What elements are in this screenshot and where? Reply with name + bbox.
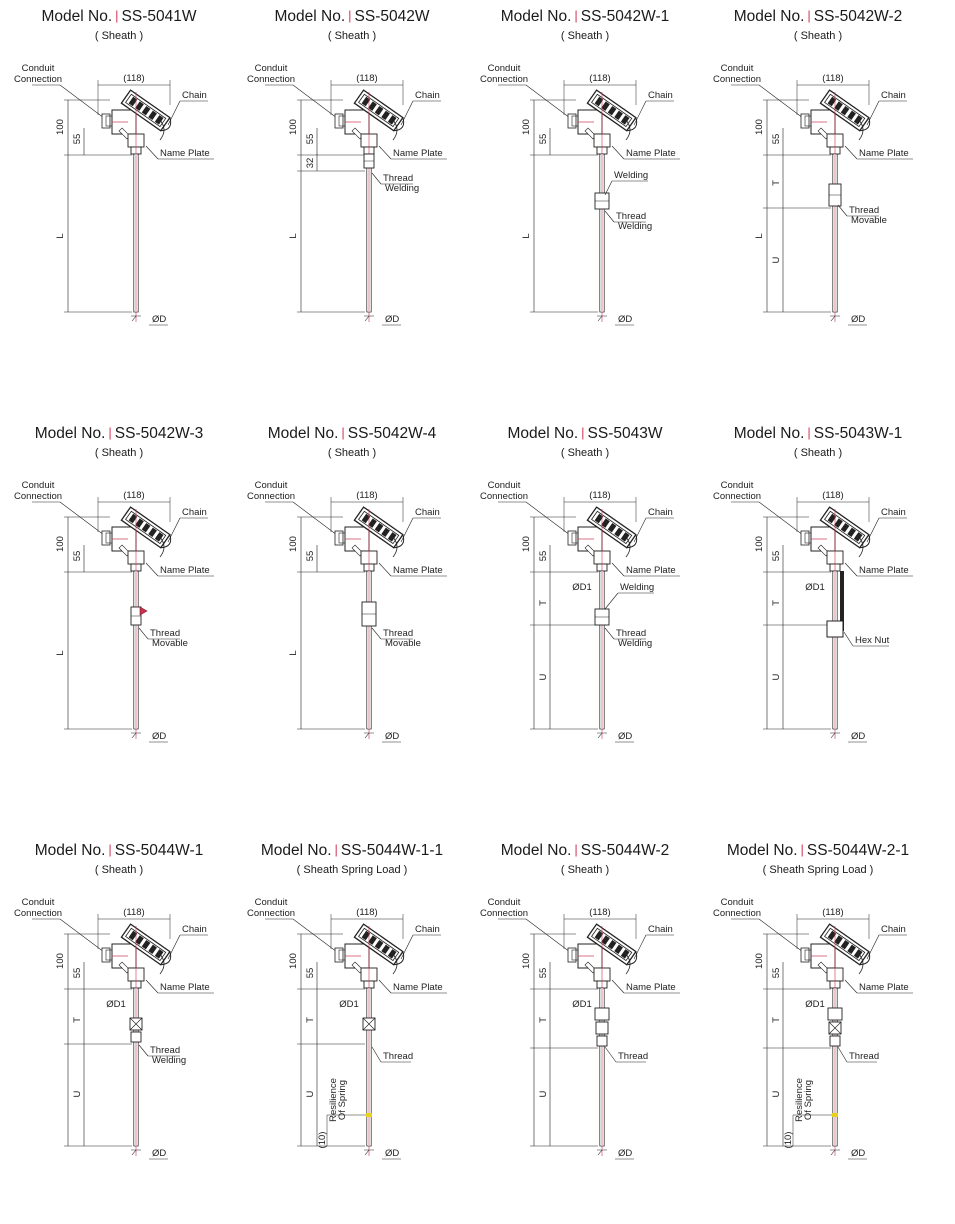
- dimension-line: [365, 733, 369, 738]
- dimension-line: [372, 1047, 381, 1062]
- model-subtitle: ( Sheath Spring Load ): [296, 864, 408, 876]
- thermocouple-drawing: [0, 0, 238, 390]
- thermocouple-drawing: [699, 0, 937, 390]
- spring-label: Resilience: [794, 1078, 805, 1122]
- callout-label: Welding: [152, 1055, 187, 1066]
- conduit-label: Conduit: [720, 480, 754, 491]
- diameter-label: ØD: [152, 731, 167, 742]
- model-number: SS-5042W-1: [580, 8, 670, 25]
- thermocouple-drawing: [466, 834, 704, 1224]
- model-number: SS-5044W-2: [580, 842, 670, 859]
- width-dimension: (118): [822, 73, 844, 84]
- leader-line: [293, 85, 337, 118]
- dimension-line: [365, 316, 369, 321]
- leader-line: [146, 146, 158, 159]
- dimension-U: U: [771, 256, 782, 264]
- terminal-head: [102, 507, 174, 557]
- dimension-55: 55: [538, 550, 549, 562]
- name-plate-label: Name Plate: [393, 565, 443, 576]
- callout-label: Thread: [383, 173, 414, 184]
- name-plate-label: Name Plate: [859, 982, 909, 993]
- leader-line: [379, 980, 391, 993]
- terminal-head: [335, 507, 407, 557]
- model-prefix: Model No.: [41, 8, 113, 25]
- conduit-label: Connection: [712, 908, 762, 919]
- conduit-label: Conduit: [21, 63, 55, 74]
- model-card: [466, 417, 704, 807]
- dimension-T: T: [771, 1017, 782, 1023]
- model-subtitle: ( Sheath ): [793, 447, 843, 459]
- leader-line: [146, 563, 158, 576]
- title-separator: |: [348, 8, 352, 23]
- dimension-32: 32: [305, 157, 316, 169]
- dimension-100: 100: [521, 119, 532, 135]
- dimension-L: L: [521, 233, 532, 239]
- dimension-line: [844, 632, 853, 646]
- dimension-55: 55: [538, 967, 549, 979]
- terminal-head: [801, 924, 873, 974]
- dimension-line: [605, 1047, 616, 1062]
- leader-line: [526, 502, 570, 535]
- diameter1-label: ØD1: [572, 582, 592, 593]
- title-separator: |: [574, 842, 578, 857]
- model-prefix: Model No.: [733, 8, 805, 25]
- callout-label: Welding: [614, 170, 649, 181]
- terminal-head: [335, 924, 407, 974]
- dimension-T: T: [538, 600, 549, 606]
- dimension-U: U: [305, 1090, 316, 1098]
- conduit-label: Connection: [13, 74, 63, 85]
- dimension-100: 100: [754, 536, 765, 552]
- diameter1-label: ØD1: [572, 999, 592, 1010]
- leader-line: [60, 919, 104, 952]
- diameter-label: ØD: [385, 731, 400, 742]
- drawing-group: [247, 897, 447, 1159]
- thermocouple-drawing: [699, 834, 937, 1224]
- dimension-55: 55: [72, 133, 83, 145]
- leader-line: [379, 146, 391, 159]
- diameter-label: ØD: [618, 314, 633, 325]
- diameter-label: ØD: [385, 1148, 400, 1159]
- name-plate-label: Name Plate: [859, 148, 909, 159]
- leader-line: [612, 146, 624, 159]
- dimension-L: L: [288, 233, 299, 239]
- model-card: [233, 0, 471, 390]
- model-prefix: Model No.: [34, 425, 106, 442]
- model-subtitle: ( Sheath ): [94, 864, 144, 876]
- thread-label: Thread: [383, 1051, 414, 1062]
- title-separator: |: [108, 842, 112, 857]
- leader-line: [838, 205, 847, 216]
- diameter-label: ØD: [851, 731, 866, 742]
- dimension-L: L: [55, 233, 66, 239]
- dimension-T: T: [72, 1017, 83, 1023]
- terminal-head: [801, 90, 873, 140]
- model-prefix: Model No.: [507, 425, 579, 442]
- callout-label: Movable: [851, 215, 887, 226]
- model-card: [0, 417, 238, 807]
- title-separator: |: [115, 8, 119, 23]
- dimension-line: [831, 316, 835, 321]
- dimension-line: [831, 1150, 835, 1155]
- leader-line: [845, 980, 857, 993]
- dimension-U: U: [771, 673, 782, 681]
- name-plate-label: Name Plate: [626, 982, 676, 993]
- model-number: SS-5042W-3: [114, 425, 204, 442]
- diameter-label: ØD: [851, 314, 866, 325]
- callout-label: Thread: [150, 628, 181, 639]
- model-number: SS-5044W-1-1: [340, 842, 444, 859]
- drawing-group: [14, 63, 214, 325]
- title-separator: |: [574, 8, 578, 23]
- dimension-100: 100: [288, 953, 299, 969]
- drawing-group: [713, 480, 913, 742]
- conduit-label: Connection: [13, 908, 63, 919]
- leader-line: [845, 146, 857, 159]
- callout-label: Welding: [618, 638, 653, 649]
- spring-label: Of Spring: [803, 1079, 814, 1121]
- name-plate-label: Name Plate: [160, 982, 210, 993]
- leader-line: [60, 502, 104, 535]
- dimension-100: 100: [754, 119, 765, 135]
- width-dimension: (118): [123, 73, 145, 84]
- chain-label: Chain: [881, 90, 906, 101]
- hex-nut-label: Hex Nut: [855, 635, 890, 646]
- dimension-100: 100: [55, 536, 66, 552]
- leader-line: [612, 980, 624, 993]
- drawing-group: [480, 480, 680, 742]
- terminal-head: [801, 507, 873, 557]
- leader-line: [526, 919, 570, 952]
- leader-line: [379, 563, 391, 576]
- name-plate-label: Name Plate: [626, 565, 676, 576]
- spring-marker: [366, 1113, 372, 1117]
- width-dimension: (118): [356, 907, 378, 918]
- thread-label: Thread: [849, 1051, 880, 1062]
- thermocouple-drawing: [233, 0, 471, 390]
- model-card: [0, 0, 238, 390]
- width-dimension: (118): [589, 907, 611, 918]
- title-separator: |: [108, 425, 112, 440]
- conduit-label: Conduit: [487, 63, 521, 74]
- drawing-group: [713, 63, 913, 325]
- leader-line: [759, 85, 803, 118]
- dimension-100: 100: [55, 119, 66, 135]
- dimension-100: 100: [55, 953, 66, 969]
- flag-marker: [140, 607, 147, 615]
- dimension-L: L: [288, 650, 299, 656]
- dimension-line: [598, 1150, 602, 1155]
- conduit-label: Connection: [479, 74, 529, 85]
- model-subtitle: ( Sheath ): [327, 30, 377, 42]
- dimension-U: U: [72, 1090, 83, 1098]
- model-subtitle: ( Sheath ): [560, 447, 610, 459]
- chain-label: Chain: [648, 90, 673, 101]
- drawing-group: [713, 897, 913, 1159]
- model-subtitle: ( Sheath ): [327, 447, 377, 459]
- conduit-label: Connection: [712, 74, 762, 85]
- model-prefix: Model No.: [733, 425, 805, 442]
- leader-line: [60, 85, 104, 118]
- model-subtitle: ( Sheath ): [560, 864, 610, 876]
- conduit-label: Conduit: [487, 897, 521, 908]
- spring-label: Of Spring: [337, 1079, 348, 1121]
- model-prefix: Model No.: [267, 425, 339, 442]
- dimension-U: U: [538, 673, 549, 681]
- chain-label: Chain: [182, 90, 207, 101]
- diameter-label: ØD: [152, 314, 167, 325]
- model-subtitle: ( Sheath ): [560, 30, 610, 42]
- dimension-55: 55: [305, 550, 316, 562]
- model-subtitle: ( Sheath Spring Load ): [762, 864, 874, 876]
- model-card: [466, 834, 704, 1224]
- dimension-L: L: [754, 233, 765, 239]
- diameter-label: ØD: [385, 314, 400, 325]
- diameter1-label: ØD1: [339, 999, 359, 1010]
- conduit-label: Conduit: [487, 480, 521, 491]
- name-plate-label: Name Plate: [160, 148, 210, 159]
- name-plate-label: Name Plate: [393, 982, 443, 993]
- conduit-label: Conduit: [21, 897, 55, 908]
- leader-line: [526, 85, 570, 118]
- callout-label: Welding: [385, 183, 420, 194]
- model-card: [233, 417, 471, 807]
- callout-label: Movable: [152, 638, 188, 649]
- model-prefix: Model No.: [500, 842, 572, 859]
- dimension-line: [831, 733, 835, 738]
- model-card: [233, 834, 471, 1224]
- callout-label: Thread: [383, 628, 414, 639]
- chain-label: Chain: [182, 924, 207, 935]
- hex-nut: [827, 621, 843, 637]
- dimension-T: T: [538, 1017, 549, 1023]
- conduit-label: Conduit: [720, 897, 754, 908]
- spring-label: Resilience: [328, 1078, 339, 1122]
- thermocouple-drawing: [0, 417, 238, 807]
- dimension-T: T: [305, 1017, 316, 1023]
- width-dimension: (118): [822, 490, 844, 501]
- chain-label: Chain: [648, 507, 673, 518]
- thermocouple-drawing: [233, 417, 471, 807]
- model-number: SS-5041W: [121, 8, 197, 25]
- terminal-head: [102, 924, 174, 974]
- title-separator: |: [807, 8, 811, 23]
- width-dimension: (118): [589, 73, 611, 84]
- drawing-group: [247, 63, 447, 325]
- title-separator: |: [581, 425, 585, 440]
- model-subtitle: ( Sheath ): [94, 447, 144, 459]
- leader-line: [612, 563, 624, 576]
- conduit-label: Connection: [246, 491, 296, 502]
- dimension-55: 55: [305, 133, 316, 145]
- leader-line: [293, 919, 337, 952]
- dimension-100: 100: [521, 536, 532, 552]
- diameter1-label: ØD1: [805, 582, 825, 593]
- thermocouple-drawing: [466, 0, 704, 390]
- conduit-label: Connection: [246, 908, 296, 919]
- leader-line: [605, 211, 614, 222]
- leader-line: [139, 1045, 148, 1056]
- dimension-line: [598, 733, 602, 738]
- title-separator: |: [807, 425, 811, 440]
- model-prefix: Model No.: [500, 8, 572, 25]
- diameter-label: ØD: [851, 1148, 866, 1159]
- dimension-L: L: [55, 650, 66, 656]
- model-prefix: Model No.: [726, 842, 798, 859]
- dimension-55: 55: [305, 967, 316, 979]
- name-plate-label: Name Plate: [626, 148, 676, 159]
- terminal-head: [568, 507, 640, 557]
- diameter-label: ØD: [618, 731, 633, 742]
- terminal-head: [568, 924, 640, 974]
- model-prefix: Model No.: [274, 8, 346, 25]
- chain-label: Chain: [415, 507, 440, 518]
- diameter-label: ØD: [152, 1148, 167, 1159]
- terminal-head: [568, 90, 640, 140]
- dimension-line: [605, 593, 618, 609]
- drawing-group: [14, 480, 214, 742]
- callout-label: Thread: [150, 1045, 181, 1056]
- model-prefix: Model No.: [260, 842, 332, 859]
- dimension-55: 55: [771, 967, 782, 979]
- dimension-55: 55: [72, 967, 83, 979]
- dimension-line: [838, 1047, 847, 1062]
- dimension-line: [365, 1150, 369, 1155]
- conduit-label: Conduit: [720, 63, 754, 74]
- name-plate-label: Name Plate: [393, 148, 443, 159]
- leader-line: [759, 502, 803, 535]
- name-plate-label: Name Plate: [160, 565, 210, 576]
- spring-dimension: (10): [317, 1131, 328, 1149]
- dimension-55: 55: [771, 133, 782, 145]
- callout-label: Thread: [616, 211, 647, 222]
- leader-line: [372, 628, 381, 639]
- leader-line: [146, 980, 158, 993]
- dimension-100: 100: [521, 953, 532, 969]
- model-number: SS-5043W-1: [813, 425, 903, 442]
- callout-label: Welding: [620, 582, 655, 593]
- leader-line: [845, 563, 857, 576]
- diameter1-label: ØD1: [106, 999, 126, 1010]
- leader-line: [293, 502, 337, 535]
- thermocouple-drawing: [466, 417, 704, 807]
- title-separator: |: [800, 842, 804, 857]
- callout-label: Movable: [385, 638, 421, 649]
- callout-label: Welding: [618, 221, 653, 232]
- width-dimension: (118): [589, 490, 611, 501]
- leader-line: [372, 173, 381, 184]
- chain-label: Chain: [881, 924, 906, 935]
- width-dimension: (118): [356, 490, 378, 501]
- model-subtitle: ( Sheath ): [94, 30, 144, 42]
- model-number: SS-5044W-2-1: [806, 842, 910, 859]
- model-number: SS-5042W-2: [813, 8, 903, 25]
- model-card: [0, 834, 238, 1224]
- conduit-label: Conduit: [254, 480, 288, 491]
- conduit-label: Connection: [479, 908, 529, 919]
- model-card: [699, 834, 937, 1224]
- dimension-line: [132, 1150, 136, 1155]
- chain-label: Chain: [415, 924, 440, 935]
- dimension-100: 100: [288, 119, 299, 135]
- model-subtitle: ( Sheath ): [793, 30, 843, 42]
- callout-label: Thread: [849, 205, 880, 216]
- title-separator: |: [341, 425, 345, 440]
- dimension-line: [598, 316, 602, 321]
- spring-dimension: (10): [783, 1131, 794, 1149]
- thread-label: Thread: [618, 1051, 649, 1062]
- thermocouple-drawing: [699, 417, 937, 807]
- chain-label: Chain: [415, 90, 440, 101]
- terminal-head: [335, 90, 407, 140]
- diameter1-label: ØD1: [805, 999, 825, 1010]
- model-number: SS-5043W: [587, 425, 663, 442]
- model-prefix: Model No.: [34, 842, 106, 859]
- spring-marker: [832, 1113, 838, 1117]
- thermocouple-drawing: [233, 834, 471, 1224]
- dimension-55: 55: [771, 550, 782, 562]
- dimension-100: 100: [288, 536, 299, 552]
- chain-label: Chain: [881, 507, 906, 518]
- model-number: SS-5044W-1: [114, 842, 204, 859]
- chain-label: Chain: [648, 924, 673, 935]
- callout-label: Thread: [616, 628, 647, 639]
- model-card: [699, 0, 937, 390]
- conduit-label: Conduit: [254, 63, 288, 74]
- dimension-55: 55: [538, 133, 549, 145]
- leader-line: [759, 919, 803, 952]
- width-dimension: (118): [822, 907, 844, 918]
- model-number: SS-5042W: [354, 8, 430, 25]
- title-separator: |: [334, 842, 338, 857]
- diameter-label: ØD: [618, 1148, 633, 1159]
- name-plate-label: Name Plate: [859, 565, 909, 576]
- chain-label: Chain: [182, 507, 207, 518]
- dimension-U: U: [538, 1090, 549, 1098]
- dimension-line: [132, 316, 136, 321]
- conduit-label: Connection: [479, 491, 529, 502]
- dimension-line: [132, 733, 136, 738]
- conduit-label: Connection: [712, 491, 762, 502]
- leader-line: [139, 628, 148, 639]
- conduit-label: Conduit: [21, 480, 55, 491]
- dimension-U: U: [771, 1090, 782, 1098]
- dimension-100: 100: [754, 953, 765, 969]
- terminal-head: [102, 90, 174, 140]
- thermocouple-drawing: [0, 834, 238, 1224]
- dimension-T: T: [771, 600, 782, 606]
- conduit-label: Conduit: [254, 897, 288, 908]
- drawing-group: [247, 480, 447, 742]
- model-card: [699, 417, 937, 807]
- drawing-group: [480, 897, 680, 1159]
- drawing-group: [14, 897, 214, 1159]
- leader-line: [605, 628, 614, 639]
- conduit-label: Connection: [13, 491, 63, 502]
- dimension-55: 55: [72, 550, 83, 562]
- dimension-T: T: [771, 180, 782, 186]
- width-dimension: (118): [123, 907, 145, 918]
- model-card: [466, 0, 704, 390]
- drawing-group: [480, 63, 680, 325]
- width-dimension: (118): [123, 490, 145, 501]
- conduit-label: Connection: [246, 74, 296, 85]
- model-number: SS-5042W-4: [347, 425, 437, 442]
- width-dimension: (118): [356, 73, 378, 84]
